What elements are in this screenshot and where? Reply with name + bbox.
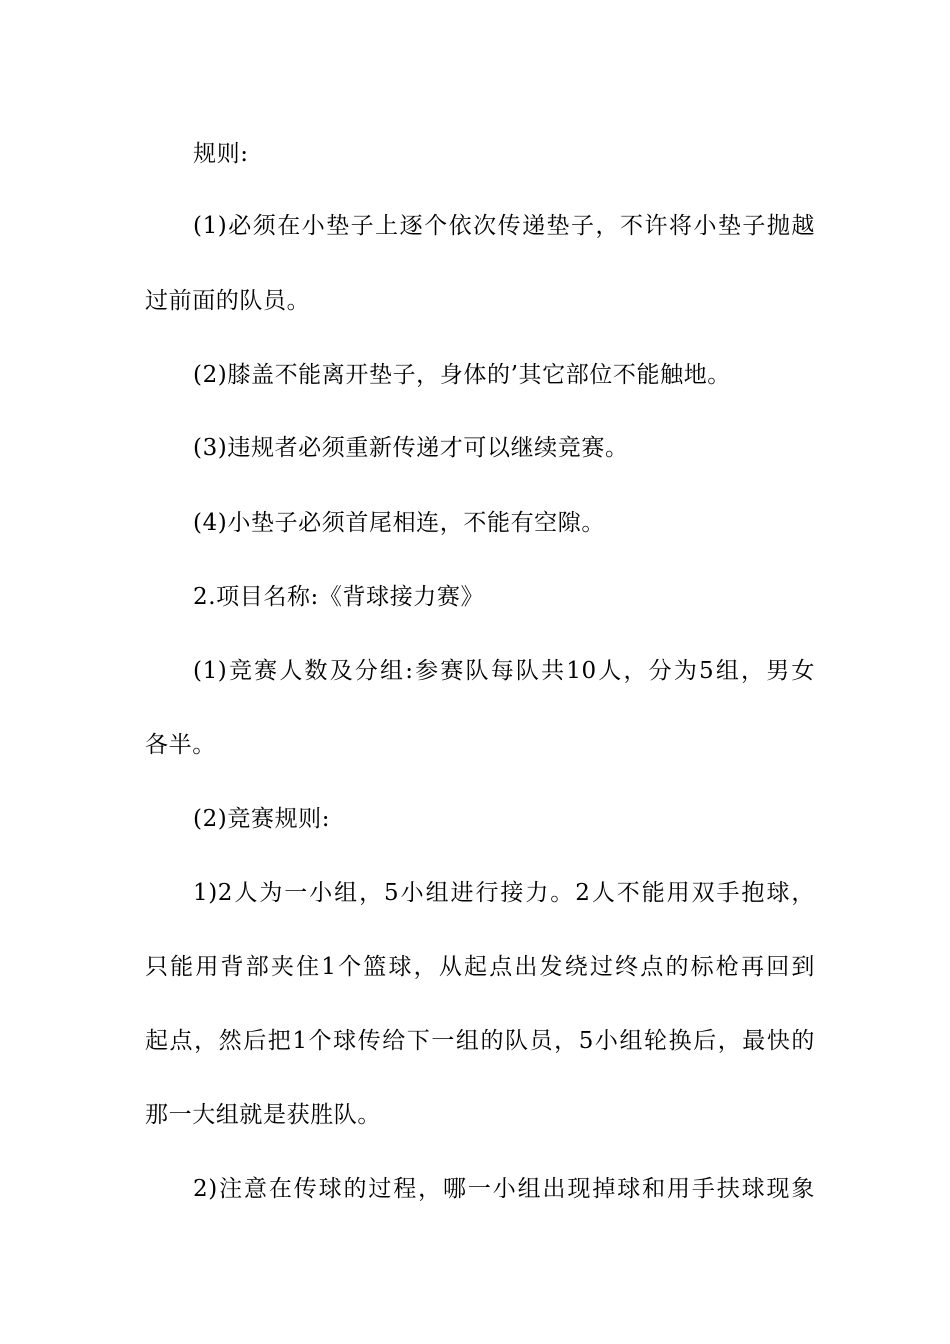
paragraph-line: 各半。 xyxy=(145,732,216,758)
paragraph-line: (3)违规者必须重新传递才可以继续竞赛。 xyxy=(193,435,629,461)
section-heading: 2.项目名称:《背球接力赛》 xyxy=(193,584,485,610)
rules-heading: 规则: xyxy=(193,141,249,167)
paragraph-line: (4)小垫子必须首尾相连，不能有空隙。 xyxy=(193,510,605,536)
paragraph-line: 只能用背部夹住1个篮球，从起点出发绕过终点的标枪再回到 xyxy=(145,954,815,980)
paragraph-line: 2)注意在传球的过程，哪一小组出现掉球和用手扶球现象 xyxy=(193,1176,815,1202)
paragraph-line: 1)2人为一小组，5小组进行接力。2人不能用双手抱球， xyxy=(193,880,815,906)
paragraph-line: 过前面的队员。 xyxy=(145,288,311,314)
paragraph-line: 起点，然后把1个球传给下一组的队员，5小组轮换后，最快的 xyxy=(145,1028,815,1054)
subsection-heading: (2)竞赛规则: xyxy=(193,806,331,832)
paragraph-line: (2)膝盖不能离开垫子，身体的’其它部位不能触地。 xyxy=(193,362,731,388)
paragraph-line: 那一大组就是获胜队。 xyxy=(145,1102,381,1128)
paragraph-line: (1)必须在小垫子上逐个依次传递垫子，不许将小垫子抛越 xyxy=(193,213,815,239)
paragraph-line: (1)竞赛人数及分组:参赛队每队共10人，分为5组，男女 xyxy=(193,658,815,684)
